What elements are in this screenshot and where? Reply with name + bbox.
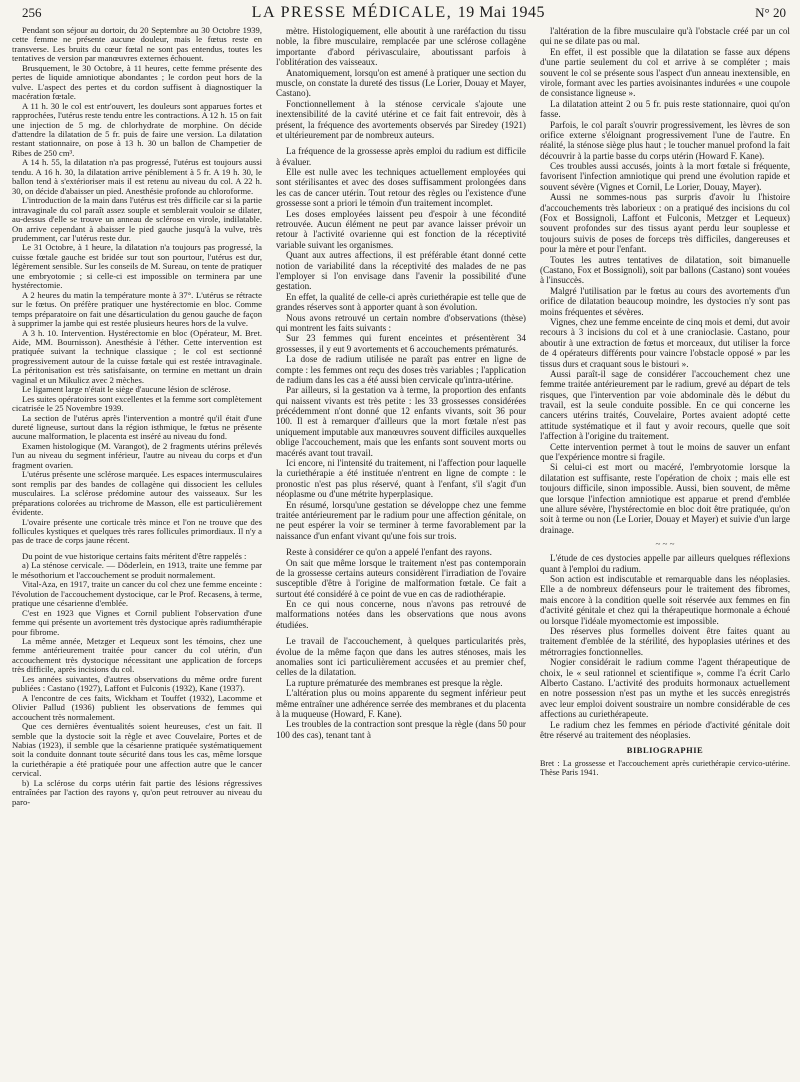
paragraph: Les suites opératoires sont excellentes et la femme sort complètement cicatrisée le 25 Novembre 1939. bbox=[12, 393, 262, 414]
paragraph: On sait que même lorsque le traitement n'est pas contemporain de la grossesse certains auteurs considèrent l'irradiation de l'ovaire susceptible d'être à l'origine de malformation fœtale. Ce fait a surtout été considéré à ce point de vue en cas de radiothérapie. bbox=[276, 557, 526, 599]
paragraph: Vital-Aza, en 1917, traite un cancer du col chez une femme enceinte : l'évolution de l'accouchement dystocique, car le Prof. Recasens, à terme, pratique une césarienne d'emblée. bbox=[12, 579, 262, 609]
paragraph: L'utérus présente une sclérose marquée. Les espaces intermusculaires sont remplis par des bandes de collagène qui dissocient les cellules musculaires. La sclérose prédomine autour des vaisseaux. Sur les préparations colorées au trichrome de Masson, elle est particulièrement évidente. bbox=[12, 469, 262, 518]
paragraph: Nogier considérait le radium comme l'agent thérapeutique de choix, le « seul rationnel et scientifique », comme l'a écrit Carlo Alberto Castano. L'activité des produits hormonaux actuellement en notre possession n'est pas un mythe et les succès enregistrés avec leur emploi doivent soustraire un nombre considérable de ces affections au curiethérapeute. bbox=[540, 657, 790, 720]
paragraph: Elle est nulle avec les techniques actuellement employées qui sont stérilisantes et avec des doses suffisamment prolongées dans les cas de cancer utérin. Tout retour des règles ou l'existence d'une grossesse sont a priori le témoin d'un traitement incomplet. bbox=[276, 167, 526, 209]
page-number: 256 bbox=[22, 5, 42, 20]
paragraph: La rupture prématurée des membranes est presque la règle. bbox=[286, 677, 503, 688]
paragraph: Brusquement, le 30 Octobre, à 11 heures, cette femme présente des pertes de liquide amniotique abondantes ; le cordon peut hors de la vulve. L'aspect des pertes et du cordon suffisent à diagnostiquer la macération fœtale. bbox=[12, 62, 262, 102]
paragraph: Des réserves plus formelles doivent être faites quant au traitement d'emblée de la stérilité, des hypoplasies utérines et des métrorragies fonctionnelles. bbox=[540, 626, 790, 657]
article-body bbox=[8, 26, 792, 1076]
journal-name: LA PRESSE MÉDICALE bbox=[251, 4, 447, 21]
paragraph: a) La sténose cervicale. — Döderlein, en 1913, traite une femme par le mésothorium et l'accouchement se produit normalement. bbox=[12, 560, 262, 580]
paragraph: Par ailleurs, si la gestation va à terme, la proportion des enfants qui naissent vivants est très petite : les 33 grossesses considérées précédemment n'ont donné que 12 enfants vivants, soit 36 pour 100. Il est à remarquer d'ailleurs que la mort fœtale n'est pas uniquement imputable aux manœuvres souvent difficiles auxquelles oblige l'accouchement, mais que les enfants sont souvent morts ou macérés avant tout travail. bbox=[276, 385, 526, 458]
paragraph: A 3 h. 10. Intervention. Hystérectomie en bloc (Opérateur, M. Bret. Aide, MM. Bournisson). Anesthésie à l'éther. Cette intervention est pratiquée suivant la technique classique ; le col est sectionné progressivement autour de la cuisse fœtale qui est restée intravaginale. La péritonisation est très satisfaisante, on termine en mettant un drain vaginal et un Mikulicz avec 2 mèches. bbox=[12, 327, 262, 385]
section-separator: ~ ~ ~ bbox=[655, 539, 675, 550]
paragraph: Pendant son séjour au dortoir, du 20 Septembre au 30 Octobre 1939, cette femme ne présente aucune douleur, mais le fœtus reste en transverse. Les bruits du cœur fœtal ne sont pas entendus, toutes les tentatives de version par manœuvres externes échouent. bbox=[12, 26, 262, 64]
paragraph: Fonctionnellement à la sténose cervicale s'ajoute une inextensibilité de la cavité utérine et ce fait fait entrevoir, dès à présent, la fréquence des avortements observés par Siredey (1921) et ultérieurement par de nombreux auteurs. bbox=[276, 98, 526, 140]
paragraph: b) La sclérose du corps utérin fait partie des lésions régressives entraînées par l'action des rayons γ, qu'on peut retrouver au niveau du paro- bbox=[12, 777, 262, 807]
running-header bbox=[8, 0, 792, 26]
paragraph: Nous avons retrouvé un certain nombre d'observations (thèse) qui montrent les faits suivants : bbox=[276, 312, 526, 333]
paragraph: L'introduction de la main dans l'utérus est très difficile car si la partie intravaginale du col paraît assez souple et semblerait vouloir se dilater, au-dessus d'elle se trouve un anneau de sclérose en virole, indilatable. On arrive cependant à abaisser le pied gauche jusqu'à la vulve, très prudemment, car l'utérus reste dur. bbox=[12, 195, 262, 243]
issue-number: N° 20 bbox=[755, 5, 786, 20]
paragraph: Aussi ne sommes-nous pas surpris d'avoir lu l'histoire d'accouchements très laborieux : on a pratiqué des incisions du col (Fox et Bossignoli, Laffont et Fulconis, Metzger et Lequeux) souvent profondes sur des tissus ayant perdu leur souplesse et toujours suivis de poses de forceps très difficiles, dangereuses et pour la mère et pour l'enfant. bbox=[540, 192, 790, 255]
issue-date: 19 Mai 1945 bbox=[457, 4, 545, 21]
paragraph: Les années suivantes, d'autres observations du même ordre furent publiées : Castano (1927), Laffont et Fulconis (1932), Kane (1937). bbox=[12, 673, 262, 694]
paragraph: A 11 h. 30 le col est entr'ouvert, les douleurs sont apparues fortes et rapprochées, l'utérus reste tendu entre les contractions. A 12 h. 15 on fait une injection de 5 mg. de chlorhydrate de morphine. On décide d'attendre la dilatation de 5 fr. puis de faire une version. La dilatation restant stationnaire, on pose à 13 h. 30 un ballon de Champetier de Ribes de 250 cm³. bbox=[12, 100, 262, 158]
paragraph: Le ligament large n'était le siège d'aucune lésion de sclérose. bbox=[22, 384, 231, 395]
text-column-right bbox=[540, 26, 790, 1076]
paragraph: La même année, Metzger et Lequeux sont les témoins, chez une femme antérieurement traitée pour cancer du col utérin, d'un accouchement très dystocique nécessitant une application de forceps très difficile, après incisions du col. bbox=[12, 636, 262, 675]
paragraph: Examen histologique (M. Varangot), de 2 fragments utérins prélevés l'un au niveau du segment inférieur, l'autre au niveau du corps et d'un fragment ovarien. bbox=[12, 440, 262, 470]
text-column-middle bbox=[276, 26, 526, 1076]
paragraph: Quant aux autres affections, il est préférable étant donné cette notion de variabilité dans la réceptivité des malades de ne pas l'employer si l'on envisage dans l'avenir la possibilité d'une gestation. bbox=[276, 250, 526, 292]
paragraph: En ce qui nous concerne, nous n'avons pas retrouvé de malformations notées dans les observations que nous avons étudiées. bbox=[276, 599, 526, 630]
text-column-left bbox=[12, 26, 262, 1076]
paragraph: Anatomiquement, lorsqu'on est amené à pratiquer une section du muscle, on constate la dureté des tissus (Le Lorier, Douay et Mayer, Castano). bbox=[276, 67, 526, 99]
paragraph: Reste à considérer ce qu'on a appelé l'enfant des rayons. bbox=[286, 547, 492, 558]
paragraph: Son action est indiscutable et remarquable dans les néoplasies. Elle a de nombreux défenseurs pour le traitement des fibromes, mais encore à la condition quelle soit réservée aux femmes en fin d'activité génitale et chez qui la thérapeutique hormonale a échoué ou lorsque l'idéale myomectomie est impossible. bbox=[540, 574, 790, 626]
paragraph: La fréquence de la grossesse après emploi du radium est difficile à évaluer. bbox=[276, 146, 526, 167]
paragraph: En effet, il est possible que la dilatation se fasse aux dépens d'une partie seulement du col et arrive à se compléter ; mais souvent le col se présente sous l'aspect d'un anneau inextensible, en virole, formant avec les parties avoisinantes indurées « une coupole de consistance ligneuse ». bbox=[540, 46, 790, 99]
paragraph: Sur 23 femmes qui furent enceintes et présentèrent 34 grossesses, il y eut 9 avortements et 6 accouchements prématurés. bbox=[276, 333, 526, 354]
paragraph: La dilatation atteint 2 ou 5 fr. puis reste stationnaire, quoi qu'on fasse. bbox=[540, 98, 790, 120]
paragraph: Le radium chez les femmes en période d'activité génitale doit être réservé au traitement des néoplasies. bbox=[540, 719, 790, 740]
paragraph: L'altération plus ou moins apparente du segment inférieur peut même entraîner une adhérence serrée des membranes et du placenta à la muqueuse (Howard, F. Kane). bbox=[276, 688, 526, 719]
paragraph: Malgré l'utilisation par le fœtus au cours des avortements d'un orifice de dilatation beaucoup moindre, les dystocies n'y sont pas moins fréquentes et sévères. bbox=[540, 285, 790, 317]
paragraph: Ces troubles aussi accusés, joints à la mort fœtale si fréquente, favorisent l'infection amniotique qui prend une évolution rapide et souvent sévère (Vignes et Cornil, Le Lorier, Douay, Mayer). bbox=[540, 161, 790, 192]
bibliography-heading: BIBLIOGRAPHIE bbox=[626, 745, 704, 756]
paragraph: Le 31 Octobre, à 1 heure, la dilatation n'a toujours pas progressé, la cuisse fœtale gauche est bridée sur tout son pourtour, l'utérus est dur, légèrement sensible. Sur les conseils de M. Sureau, on tente de pratiquer une embryotomie ; si celle-ci est impossible on terminera par une hystérectomie. bbox=[12, 242, 262, 291]
paragraph: Ici encore, ni l'intensité du traitement, ni l'affection pour laquelle la curiethérapie a été instituée n'entrent en ligne de compte : le pronostic n'est pas plus réservé, quant à l'enfant, s'il s'agit d'un néoplasme ou d'une métrite hyperplasique. bbox=[276, 458, 526, 500]
paragraph: Les doses employées laissent peu d'espoir à une fécondité retrouvée. Aucun élément ne peut par avance laisser prévoir un retour à l'activité ovarienne qui est fonction de la réceptivité variable suivant les organismes. bbox=[276, 208, 526, 250]
paragraph: L'ovaire présente une corticale très mince et l'on ne trouve que des follicules kystiques et quelques très rares follicules primordiaux. Il n'y a pas de trace de corps jaune récent. bbox=[12, 516, 262, 546]
paragraph: La dose de radium utilisée ne paraît pas entrer en ligne de compte : les femmes ont reçu des doses très variables ; l'application de radium dans les cas a été aussi bien cervicale qu'intra-utérine. bbox=[276, 354, 526, 385]
paragraph: L'étude de ces dystocies appelle par ailleurs quelques réflexions quant à l'emploi du radium. bbox=[540, 553, 790, 574]
paragraph: Les troubles de la contraction sont presque la règle (dans 50 pour 100 des cas), tenant tant à bbox=[276, 719, 526, 740]
paragraph: Parfois, le col paraît s'ouvrir progressivement, les lèvres de son orifice externe s'éloignant progressivement l'une de l'autre. En réalité, la sténose siège plus haut ; le toucher manuel profond la fait découvrir à la partie basse du corps utérin (Howard F. Kane). bbox=[540, 119, 790, 161]
paragraph: Toutes les autres tentatives de dilatation, soit bimanuelle (Castano, Fox et Bossignoli), soit par ballons (Castano) sont vouées à l'insuccès. bbox=[540, 254, 790, 286]
paragraph: Aussi paraît-il sage de considérer l'accouchement chez une femme traitée antérieurement par le radium, grevé au départ de tels risques, que l'intervention par voie abdominale dès le début du travail, est la seule conduite possible. En ce qui concerne les cancers utérins traités, Couvelaire, Portes avaient adopté cette attitude systématique et il faut y avoir recours, quelle que soit l'affection à l'origine du traitement. bbox=[540, 368, 790, 442]
paragraph: Cette intervention permet à tout le moins de sauver un enfant que l'expérience montre si fragile. bbox=[540, 441, 790, 463]
paragraph: l'altération de la fibre musculaire qu'à l'obstacle créé par un col qui ne se dilate pas ou mal. bbox=[540, 26, 790, 47]
paragraph: Le travail de l'accouchement, à quelques particularités près, évolue de la même façon que dans les autres sténoses, mais les anomalies sont ici particulièrement accusées et au premier chef, celles de la dilatation. bbox=[276, 636, 526, 678]
paragraph: La section de l'utérus après l'intervention a montré qu'il était d'une dureté ligneuse, surtout dans la région isthmique, le fœtus ne présente aucune malformation, le placenta est inséré au niveau du fond. bbox=[12, 412, 262, 442]
paragraph: mètre. Histologiquement, elle aboutit à une raréfaction du tissu noble, la fibre musculaire, remplacée par une sclérose collagène importante d'abord périvasculaire, aboutissant parfois à l'oblitération des vaisseaux. bbox=[276, 26, 526, 68]
paragraph: Vignes, chez une femme enceinte de cinq mois et demi, dut avoir recours à 3 incisions du col et à une cranioclasie. Castano, pour aboutir à une extraction de fœtus et morceaux, dut utiliser la force de 4 opérateurs différents pour vaincre l'obstacle opposé » par les tissus durs et craquant sous le bistouri ». bbox=[540, 316, 790, 369]
paragraph: A l'encontre de ces faits, Wickham et Touffet (1932), Lacomme et Olivier Pallud (1936) publient les observations de femmes qui accouchent très normalement. bbox=[12, 692, 262, 722]
paragraph: Si celui-ci est mort ou macéré, l'embryotomie lorsque la dilatation est suffisante, reste l'opération de choix ; mais elle est toujours difficile, sinon impossible. Aussi, bien souvent, de même que lorsque l'infection amniotique est apparue et prend d'emblée une allure sévère, l'hystérectomie en bloc doit être pratiquée, qu'on soit à terme ou non (Le Lorier, Douay et Mayer) et suivie d'un large drainage. bbox=[540, 462, 790, 535]
paragraph: Que ces dernières éventualités soient heureuses, c'est un fait. Il semble que la dystocie soit la règle et avec Couvelaire, Portes et de Nabias (1923), il semble que la césarienne pratiquée systématiquement soit la conduite donnant toute sécurité dans tous les cas, même lorsque la curiethérapie a été pratiquée pour une affection autre que le cancer cervical. bbox=[12, 721, 262, 779]
journal-title-line: LA PRESSE MÉDICALE, 19 Mai 1945 bbox=[251, 4, 545, 21]
paragraph: C'est en 1923 que Vignes et Cornil publient l'observation d'une femme qui présente un avortement très dystocique après radiumthérapie pour fibrome. bbox=[12, 607, 262, 637]
paragraph: En résumé, lorsqu'une gestation se développe chez une femme traitée antérieurement par le radium pour une affection génitale, on ne peut espérer la voir se terminer à terme favorablement par la naissance d'un enfant vivant qu'une fois sur trois. bbox=[276, 499, 526, 541]
paragraph: A 2 heures du matin la température monte à 37°. L'utérus se rétracte sur le fœtus. On préfère pratiquer une hystérectomie en bloc. Comme temps préparatoire on fait une désarticulation du genou gauche de façon à supprimer la jambe qui est restée plusieurs heures hors de la vulve. bbox=[12, 289, 262, 329]
bibliography-entry: Bret : La grossesse et l'accouchement après curiethérapie cervico-utérine. Thèse Paris 1941. bbox=[540, 758, 790, 778]
paragraph: Du point de vue historique certains faits méritent d'être rappelés : bbox=[22, 550, 247, 561]
paragraph: En effet, la qualité de celle-ci après curiethérapie est telle que de grandes réserves sont à apporter quant à son évolution. bbox=[276, 291, 526, 313]
paragraph: A 14 h. 55, la dilatation n'a pas progressé, l'utérus est toujours aussi tendu. A 16 h. 30, la dilatation arrive péniblement à 5 fr. A 19 h. 30, le ballon tend à s'extérioriser mais il est retenu au niveau du col. A 22 h. 30, on décide d'abaisser un pied. Anesthésie profonde au chloroforme. bbox=[12, 157, 262, 196]
